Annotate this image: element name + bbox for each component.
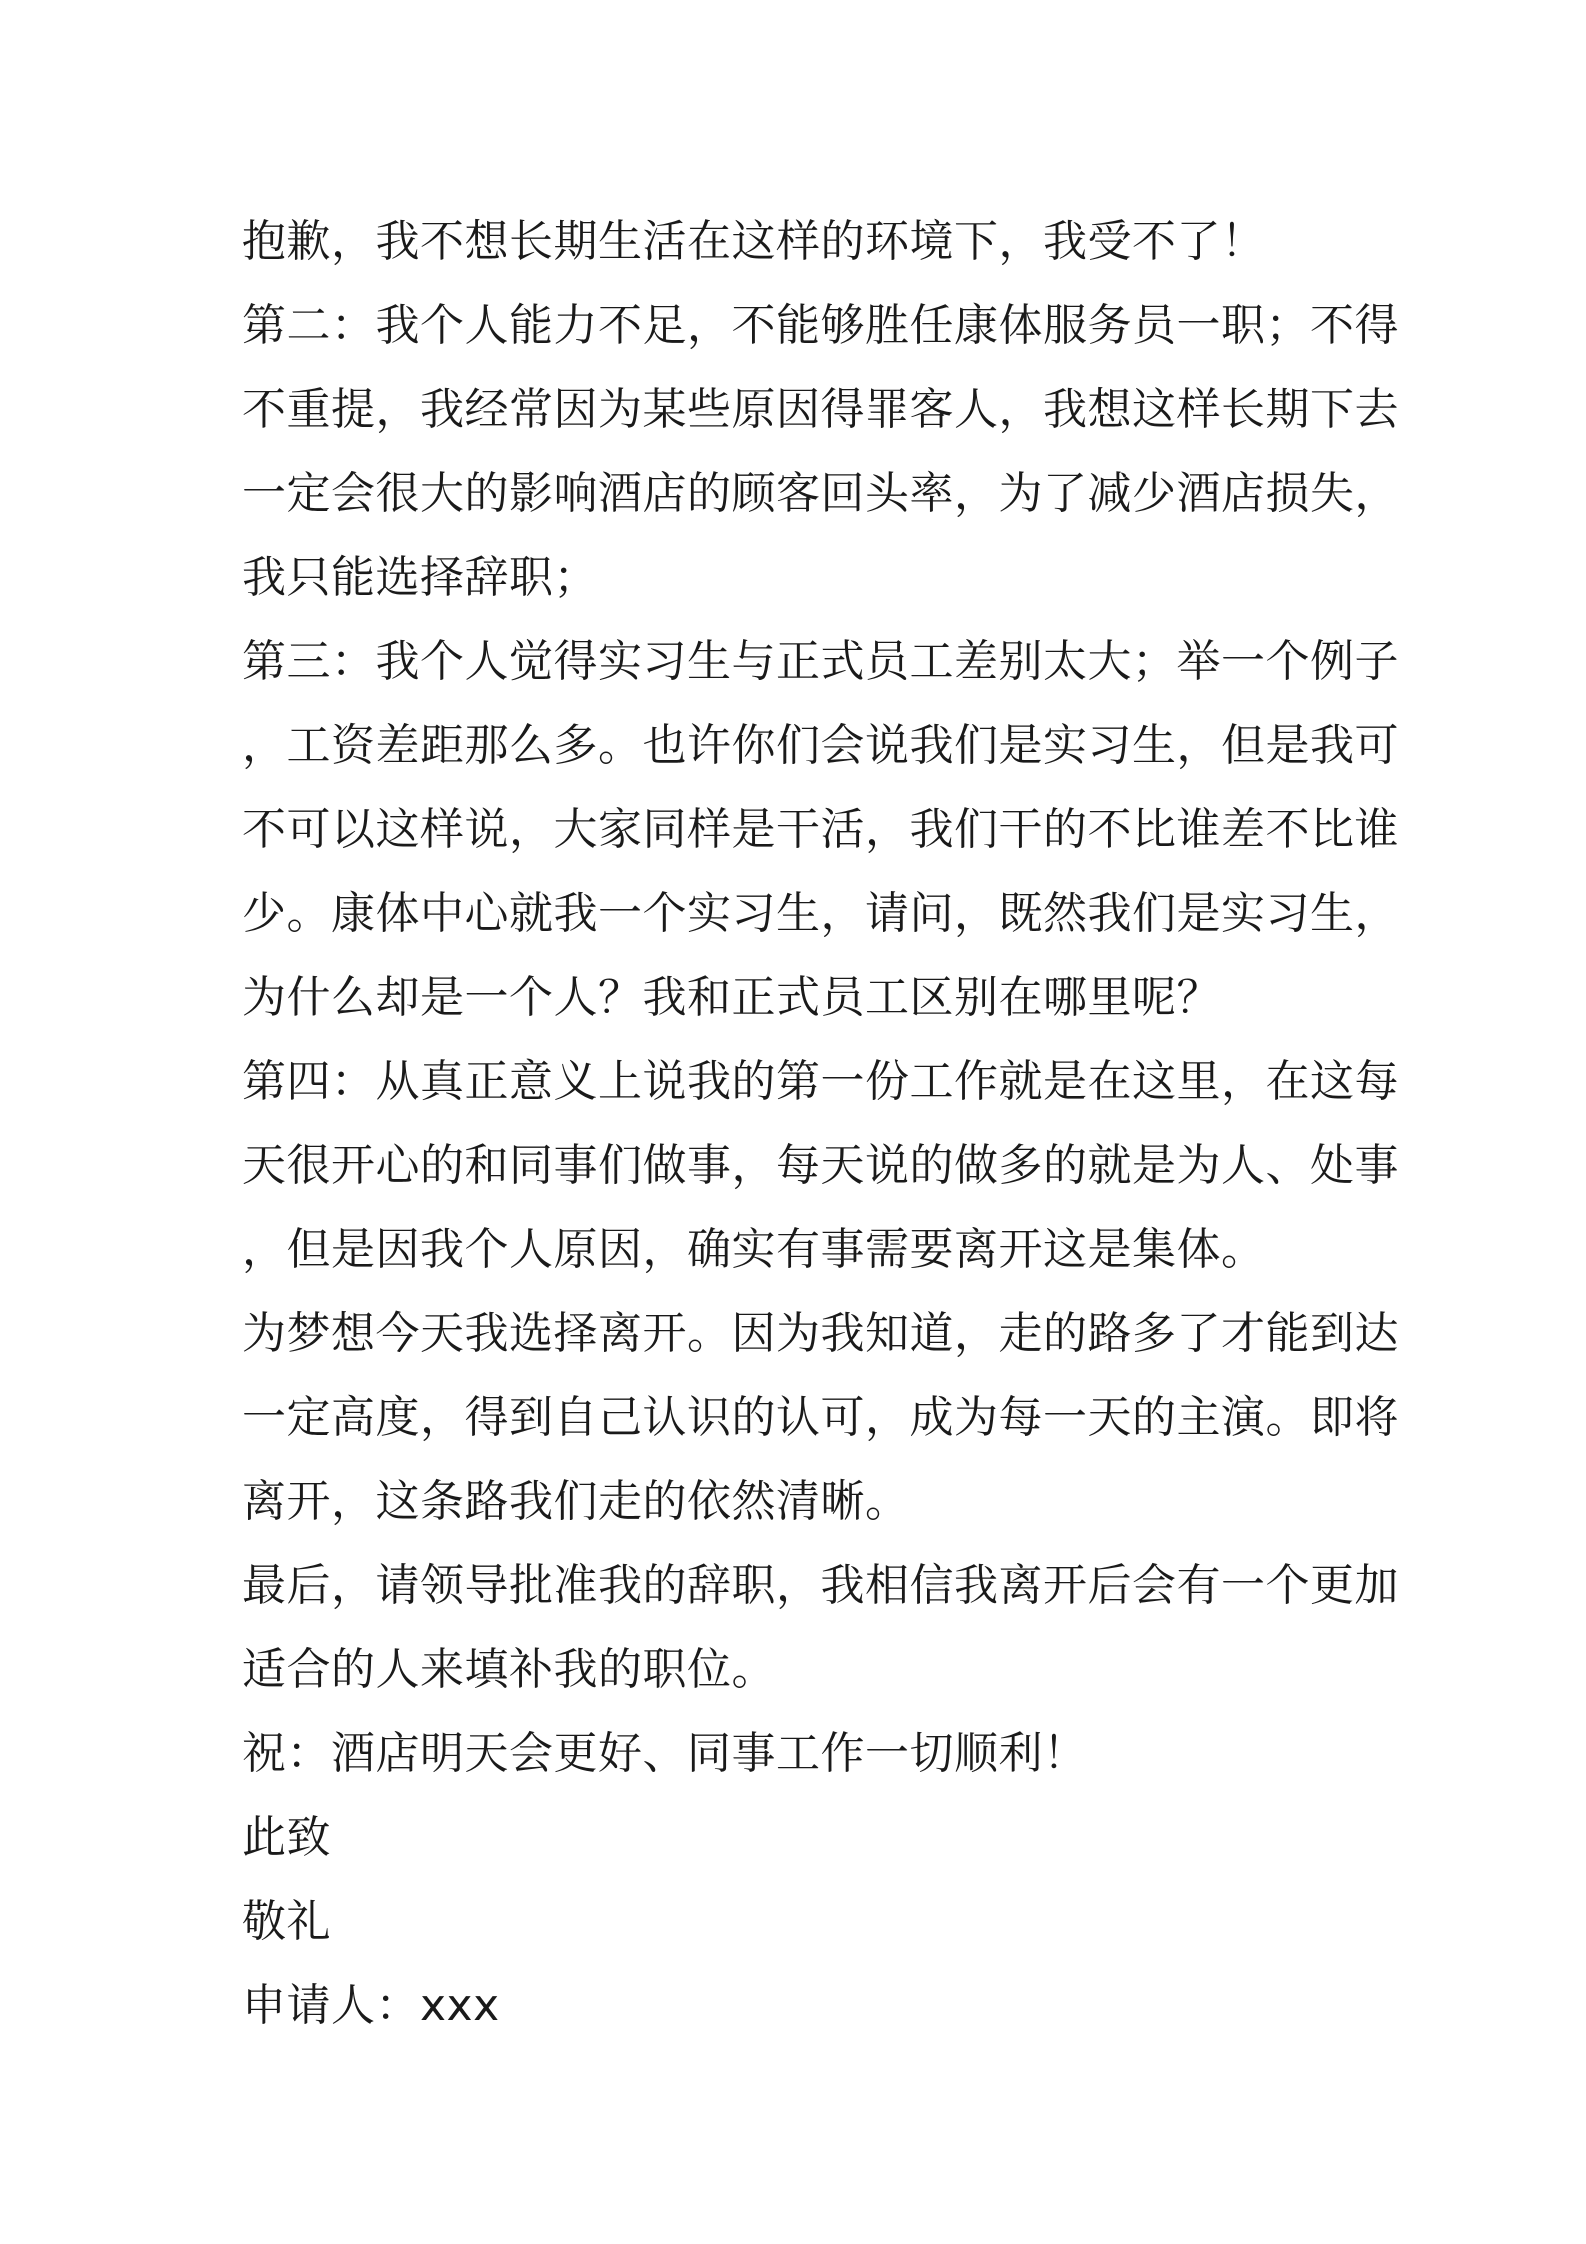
letter-body — [242, 200, 1399, 2048]
text-line: 第四：从真正意义上说我的第一份工作就是在这里，在这每 — [242, 1056, 1399, 1107]
text-line: 少。康体中心就我一个实习生，请问，既然我们是实习生， — [242, 888, 1399, 939]
text-line: 第二：我个人能力不足，不能够胜任康体服务员一职；不得 — [242, 300, 1399, 351]
applicant-signature-line: 申请人：xxx — [242, 1980, 500, 2031]
text-line: 一定会很大的影响酒店的顾客回头率，为了减少酒店损失， — [242, 468, 1399, 519]
text-line: 最后，请领导批准我的辞职，我相信我离开后会有一个更加 — [242, 1560, 1399, 1611]
text-line: 抱歉，我不想长期生活在这样的环境下，我受不了！ — [242, 216, 1266, 267]
text-line: 适合的人来填补我的职位。 — [242, 1644, 776, 1695]
text-line: 不可以这样说，大家同样是干活，我们干的不比谁差不比谁 — [242, 804, 1399, 855]
text-line: 为梦想今天我选择离开。因为我知道，走的路多了才能到达 — [242, 1308, 1399, 1359]
text-line: 我只能选择辞职； — [242, 552, 598, 603]
text-line: ，工资差距那么多。也许你们会说我们是实习生，但是我可 — [242, 720, 1399, 771]
closing-line: 敬礼 — [242, 1896, 331, 1947]
text-line: 离开，这条路我们走的依然清晰。 — [242, 1476, 910, 1527]
text-line: ，但是因我个人原因，确实有事需要离开这是集体。 — [242, 1224, 1266, 1275]
text-line: 天很开心的和同事们做事，每天说的做多的就是为人、处事 — [242, 1140, 1399, 1191]
closing-line: 此致 — [242, 1812, 331, 1863]
text-line: 不重提，我经常因为某些原因得罪客人，我想这样长期下去 — [242, 384, 1399, 435]
text-line: 第三：我个人觉得实习生与正式员工差别太大；举一个例子 — [242, 636, 1399, 687]
text-line: 祝：酒店明天会更好、同事工作一切顺利！ — [242, 1728, 1088, 1779]
text-line: 为什么却是一个人？我和正式员工区别在哪里呢？ — [242, 972, 1221, 1023]
text-line: 一定高度，得到自己认识的认可，成为每一天的主演。即将 — [242, 1392, 1399, 1443]
